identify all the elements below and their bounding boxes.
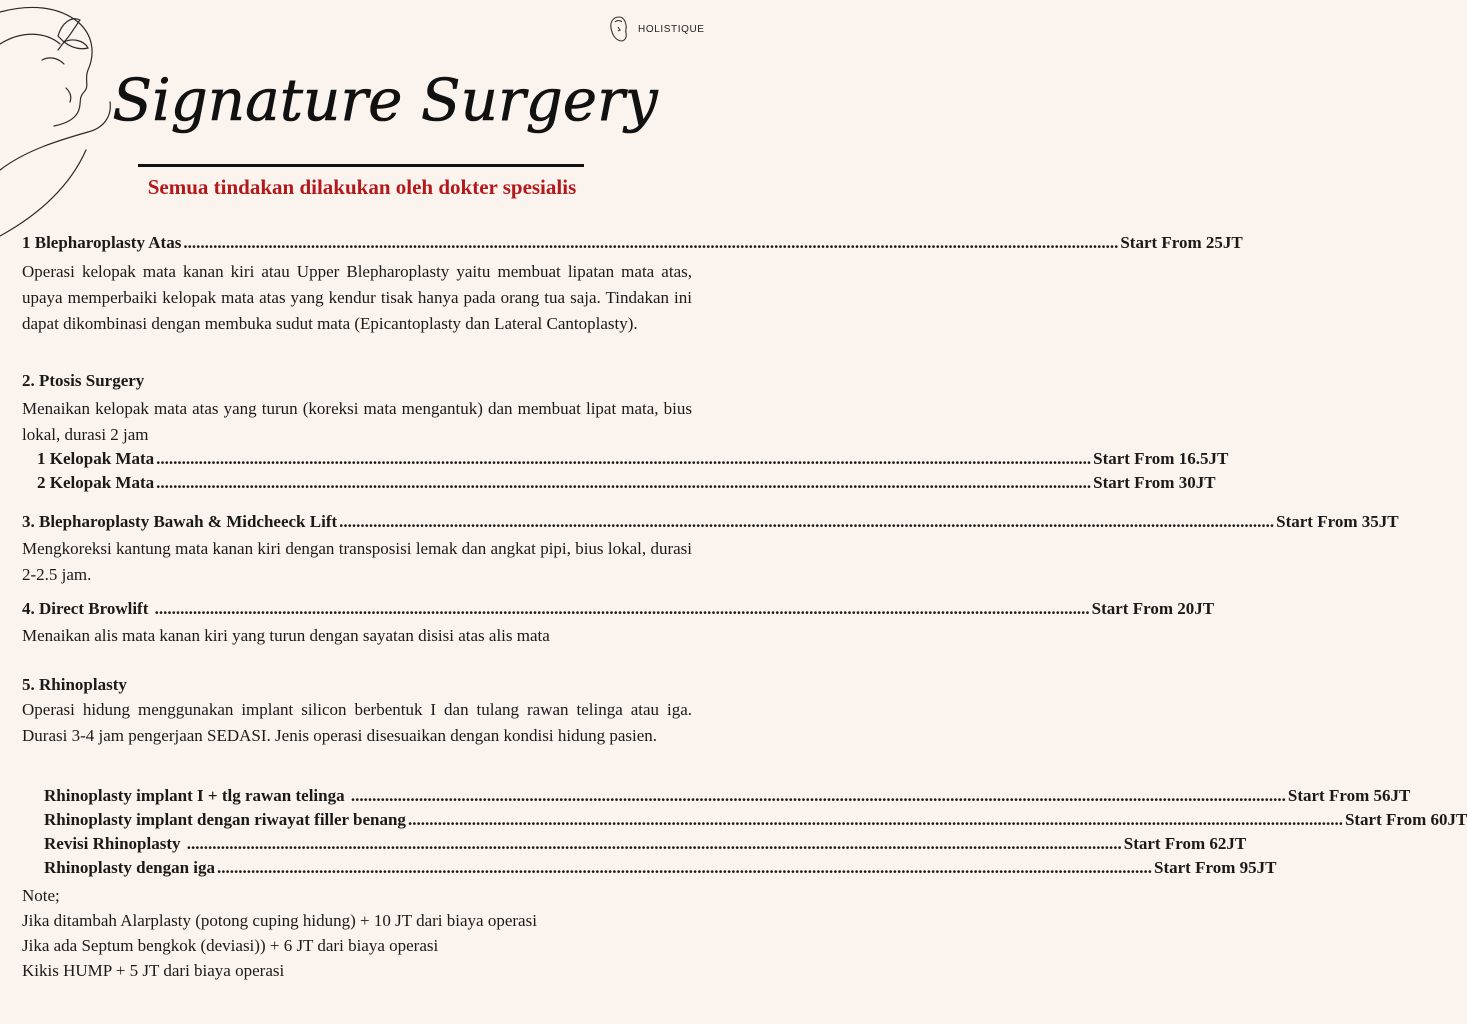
- item-price: Start From 16.5JT: [1093, 449, 1229, 468]
- notes-heading: Note;: [22, 886, 60, 905]
- section-5-item-2: [44, 810, 1467, 830]
- item-name: Rhinoplasty implant dengan riwayat filler benang: [44, 810, 406, 829]
- brand-logo: [606, 14, 705, 44]
- item-price: Start From 60JT: [1344, 810, 1467, 829]
- item-price: Start From 56JT: [1287, 786, 1411, 805]
- section-1-price: Start From 25JT: [1120, 233, 1243, 252]
- section-5-name: 5. Rhinoplasty: [22, 675, 127, 694]
- section-1-name: 1 Blepharoplasty Atas: [22, 233, 182, 252]
- section-5-item-1: [44, 786, 1411, 806]
- brand-name: HOLISTIQUE: [638, 23, 705, 35]
- title-underline: [138, 164, 584, 167]
- section-5-description: Operasi hidung menggunakan implant silicon berbentuk I dan tulang rawan telinga atau iga. Durasi 3-4 jam pengerjaan SEDASI. Jenis operasi disesuaikan dengan kondisi hidung pasien.: [22, 700, 692, 745]
- section-2-item-1: [37, 449, 1229, 469]
- section-3-description: Mengkoreksi kantung mata kanan kiri dengan transposisi lemak dan angkat pipi, bius lokal, durasi 2-2.5 jam.: [22, 539, 692, 584]
- section-4-price: Start From 20JT: [1091, 599, 1215, 618]
- note-line-1: Jika ditambah Alarplasty (potong cuping hidung) + 10 JT dari biaya operasi: [22, 911, 537, 930]
- note-line-3: Kikis HUMP + 5 JT dari biaya operasi: [22, 961, 285, 980]
- section-1-header: [22, 233, 1243, 253]
- section-5-item-3: [44, 834, 1247, 854]
- face-silhouette-icon: [606, 14, 632, 44]
- svg-text:Signature Surgery: Signature Surgery: [112, 66, 658, 134]
- section-5-item-4: [44, 858, 1277, 878]
- page-subtitle: Semua tindakan dilakukan oleh dokter spesialis: [147, 175, 577, 199]
- section-1-description: Operasi kelopak mata kanan kiri atau Upper Blepharoplasty yaitu membuat lipatan mata atas, upaya memperbaiki kelopak mata atas yang kendur tisak hanya pada orang tua saja. Tindakan ini dapat dikombinasi dengan membuka sudut mata (Epicantoplasty dan Lateral Cantoplasty).: [22, 262, 692, 333]
- section-3-header: [22, 512, 1399, 532]
- section-4-header: [22, 599, 1215, 619]
- section-2-name: 2. Ptosis Surgery: [22, 371, 145, 390]
- item-name: Revisi Rhinoplasty: [44, 834, 185, 853]
- item-price: Start From 95JT: [1154, 858, 1277, 877]
- note-line-2: Jika ada Septum bengkok (deviasi)) + 6 JT dari biaya operasi: [22, 936, 439, 955]
- item-name: 2 Kelopak Mata: [37, 473, 155, 492]
- item-name: 1 Kelopak Mata: [37, 449, 155, 468]
- item-name: Rhinoplasty dengan iga: [44, 858, 215, 877]
- section-3-price: Start From 35JT: [1276, 512, 1399, 531]
- section-2-item-2: [37, 473, 1216, 493]
- section-4-description: Menaikan alis mata kanan kiri yang turun dengan sayatan disisi atas alis mata: [22, 626, 550, 645]
- item-price: Start From 30JT: [1093, 473, 1216, 492]
- section-3-name: 3. Blepharoplasty Bawah & Midcheeck Lift: [22, 512, 338, 531]
- item-name: Rhinoplasty implant I + tlg rawan telinga: [44, 786, 349, 805]
- section-2-description: Menaikan kelopak mata atas yang turun (koreksi mata mengantuk) dan membuat lipat mata, bius lokal, durasi 2 jam: [22, 399, 692, 444]
- item-price: Start From 62JT: [1123, 834, 1247, 853]
- page-title: [112, 48, 658, 158]
- section-4-name: 4. Direct Browlift: [22, 599, 153, 618]
